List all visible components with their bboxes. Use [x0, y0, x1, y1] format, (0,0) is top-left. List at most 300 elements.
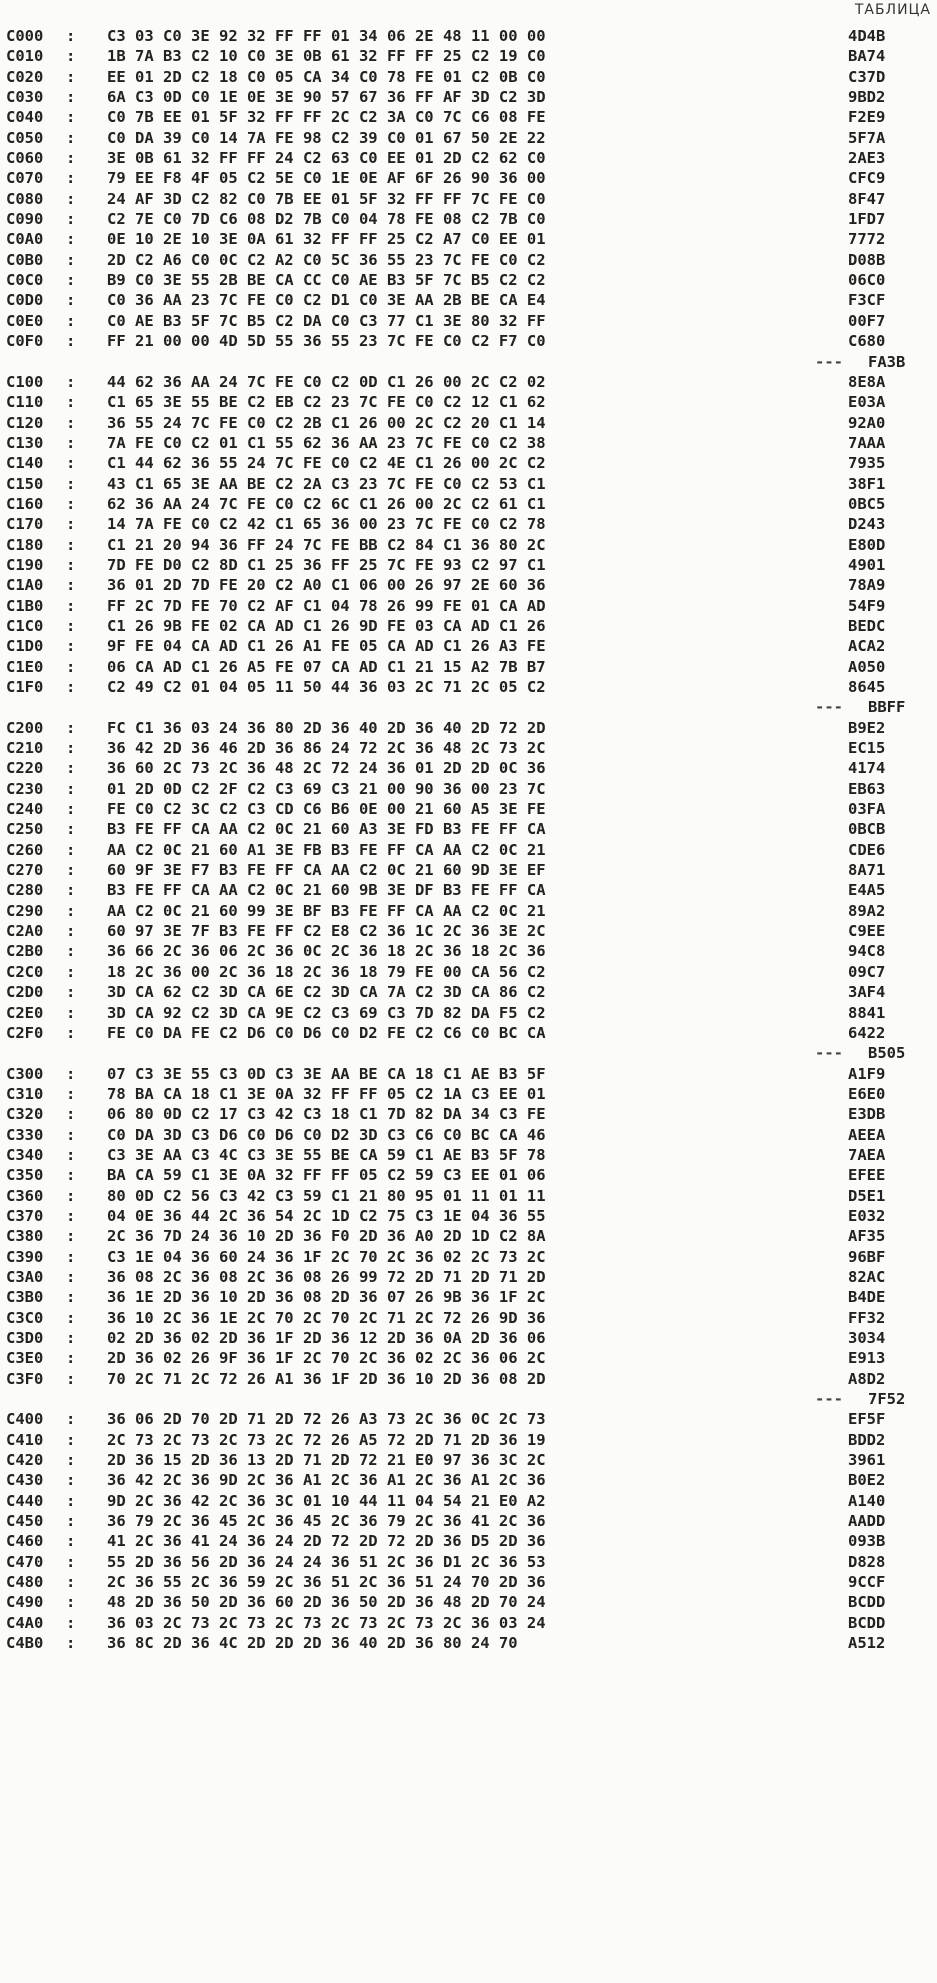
- address-separator: :: [66, 67, 76, 86]
- hex-row: [0, 1450, 937, 1470]
- row-bytes: 2C 36 55 2C 36 59 2C 36 51 2C 36 51 24 70 2D 36: [107, 1573, 546, 1592]
- hex-row: [0, 1206, 937, 1226]
- row-checksum: 06C0: [848, 271, 886, 290]
- row-address: C490: [6, 1593, 44, 1612]
- hex-row: [0, 1511, 937, 1531]
- row-bytes: 36 55 24 7C FE C0 C2 2B C1 26 00 2C C2 20 C1 14: [107, 413, 546, 432]
- address-separator: :: [66, 616, 76, 635]
- row-bytes: 43 C1 65 3E AA BE C2 2A C3 23 7C FE C0 C2 53 C1: [107, 474, 546, 493]
- block-checksum: BBFF: [868, 698, 906, 717]
- row-address: C440: [6, 1491, 44, 1510]
- hex-row: [0, 1064, 937, 1084]
- row-checksum: 03FA: [848, 800, 886, 819]
- address-separator: :: [66, 1593, 76, 1612]
- address-separator: :: [66, 759, 76, 778]
- row-checksum: 96BF: [848, 1247, 886, 1266]
- row-address: C050: [6, 128, 44, 147]
- address-separator: :: [66, 861, 76, 880]
- row-checksum: 8841: [848, 1003, 886, 1022]
- row-checksum: 8E8A: [848, 372, 886, 391]
- row-checksum: ACA2: [848, 637, 886, 656]
- address-separator: :: [66, 637, 76, 656]
- row-address: C0F0: [6, 332, 44, 351]
- row-address: C370: [6, 1206, 44, 1225]
- address-separator: :: [66, 413, 76, 432]
- row-checksum: E4A5: [848, 881, 886, 900]
- row-address: C380: [6, 1227, 44, 1246]
- address-separator: :: [66, 779, 76, 798]
- row-checksum: A140: [848, 1491, 886, 1510]
- row-bytes: 2C 73 2C 73 2C 73 2C 72 26 A5 72 2D 71 2D 36 19: [107, 1430, 546, 1449]
- row-checksum: CDE6: [848, 840, 886, 859]
- address-separator: :: [66, 433, 76, 452]
- row-address: C160: [6, 494, 44, 513]
- row-checksum: AF35: [848, 1227, 886, 1246]
- hex-row: [0, 168, 937, 188]
- row-bytes: 36 66 2C 36 06 2C 36 0C 2C 36 18 2C 36 18 2C 36: [107, 942, 546, 961]
- hex-row: [0, 1084, 937, 1104]
- row-bytes: C0 DA 39 C0 14 7A FE 98 C2 39 C0 01 67 50 2E 22: [107, 128, 546, 147]
- address-separator: :: [66, 1532, 76, 1551]
- row-bytes: FF 2C 7D FE 70 C2 AF C1 04 78 26 99 FE 01 CA AD: [107, 596, 546, 615]
- row-bytes: 3D CA 92 C2 3D CA 9E C2 C3 69 C3 7D 82 DA F5 C2: [107, 1003, 546, 1022]
- row-bytes: 2D 36 15 2D 36 13 2D 71 2D 72 21 E0 97 36 3C 2C: [107, 1451, 546, 1470]
- hex-row: [0, 1633, 937, 1653]
- address-separator: :: [66, 800, 76, 819]
- row-checksum: 7935: [848, 454, 886, 473]
- hex-row: [0, 433, 937, 453]
- row-checksum: 9BD2: [848, 88, 886, 107]
- row-checksum: 3AF4: [848, 983, 886, 1002]
- row-address: C1D0: [6, 637, 44, 656]
- row-bytes: FF 21 00 00 4D 5D 55 36 55 23 7C FE C0 C2 F7 C0: [107, 332, 546, 351]
- hex-row: [0, 1613, 937, 1633]
- row-checksum: 3034: [848, 1329, 886, 1347]
- hex-row: [0, 46, 937, 66]
- row-bytes: C3 03 C0 3E 92 32 FF FF 01 34 06 2E 48 11 00 00: [107, 27, 546, 45]
- row-address: C1F0: [6, 678, 44, 696]
- row-address: C2C0: [6, 962, 44, 981]
- row-checksum: 3961: [848, 1451, 886, 1470]
- hex-row: [0, 250, 937, 270]
- hex-dump-table: [0, 26, 937, 1654]
- row-bytes: FE C0 DA FE C2 D6 C0 D6 C0 D2 FE C2 C6 C0 BC CA: [107, 1023, 546, 1042]
- row-bytes: B9 C0 3E 55 2B BE CA CC C0 AE B3 5F 7C B5 C2 C2: [107, 271, 546, 290]
- row-checksum: D243: [848, 515, 886, 534]
- row-address: C420: [6, 1451, 44, 1470]
- row-checksum: CFC9: [848, 169, 886, 188]
- row-address: C0A0: [6, 230, 44, 249]
- row-address: C390: [6, 1247, 44, 1266]
- row-bytes: C3 1E 04 36 60 24 36 1F 2C 70 2C 36 02 2C 73 2C: [107, 1247, 546, 1266]
- row-checksum: D08B: [848, 250, 886, 269]
- hex-row: [0, 677, 937, 697]
- address-separator: :: [66, 1369, 76, 1388]
- row-checksum: F2E9: [848, 108, 886, 127]
- row-bytes: 80 0D C2 56 C3 42 C3 59 C1 21 80 95 01 11 01 11: [107, 1186, 546, 1205]
- row-checksum: 0BCB: [848, 820, 886, 839]
- row-address: C330: [6, 1125, 44, 1144]
- address-separator: :: [66, 1349, 76, 1368]
- row-bytes: 3E 0B 61 32 FF FF 24 C2 63 C0 EE 01 2D C2 62 C0: [107, 149, 546, 168]
- address-separator: :: [66, 494, 76, 513]
- address-separator: :: [66, 454, 76, 473]
- row-bytes: B3 FE FF CA AA C2 0C 21 60 9B 3E DF B3 FE FF CA: [107, 881, 546, 900]
- address-separator: :: [66, 210, 76, 229]
- address-separator: :: [66, 1247, 76, 1266]
- row-bytes: 36 60 2C 73 2C 36 48 2C 72 24 36 01 2D 2D 0C 36: [107, 759, 546, 778]
- address-separator: :: [66, 1166, 76, 1185]
- row-address: C360: [6, 1186, 44, 1205]
- row-address: C1A0: [6, 576, 44, 595]
- row-address: C030: [6, 88, 44, 107]
- row-address: C090: [6, 210, 44, 229]
- address-separator: :: [66, 1512, 76, 1531]
- row-bytes: 6A C3 0D C0 1E 0E 3E 90 57 67 36 FF AF 3D C2 3D: [107, 88, 546, 107]
- row-bytes: 2D C2 A6 C0 0C C2 A2 C0 5C 36 55 23 7C FE C0 C2: [107, 250, 546, 269]
- row-bytes: 60 9F 3E F7 B3 FE FF CA AA C2 0C 21 60 9D 3E EF: [107, 861, 546, 880]
- row-bytes: 36 03 2C 73 2C 73 2C 73 2C 73 2C 73 2C 36 03 24: [107, 1613, 546, 1632]
- address-separator: :: [66, 128, 76, 147]
- row-address: C190: [6, 555, 44, 574]
- hex-row: [0, 758, 937, 778]
- hex-row: [0, 474, 937, 494]
- row-checksum: AEEA: [848, 1125, 886, 1144]
- row-checksum: 093B: [848, 1532, 886, 1551]
- row-checksum: E03A: [848, 393, 886, 412]
- hex-row: [0, 26, 937, 46]
- hex-row: [0, 494, 937, 514]
- row-checksum: 0BC5: [848, 494, 886, 513]
- row-bytes: C1 21 20 94 36 FF 24 7C FE BB C2 84 C1 36 80 2C: [107, 535, 546, 554]
- row-bytes: C1 26 9B FE 02 CA AD C1 26 9D FE 03 CA AD C1 26: [107, 616, 546, 635]
- row-checksum: A8D2: [848, 1369, 886, 1388]
- row-bytes: 44 62 36 AA 24 7C FE C0 C2 0D C1 26 00 2C C2 02: [107, 372, 546, 391]
- hex-row: [0, 555, 937, 575]
- hex-row: [0, 1409, 937, 1429]
- row-checksum: 82AC: [848, 1267, 886, 1286]
- hex-row: [0, 189, 937, 209]
- row-bytes: 36 79 2C 36 45 2C 36 45 2C 36 79 2C 36 41 2C 36: [107, 1512, 546, 1531]
- hex-row: [0, 1247, 937, 1267]
- row-checksum: AADD: [848, 1512, 886, 1531]
- row-address: C130: [6, 433, 44, 452]
- row-checksum: 4174: [848, 759, 886, 778]
- address-separator: :: [66, 1329, 76, 1347]
- address-separator: :: [66, 47, 76, 66]
- row-address: C150: [6, 474, 44, 493]
- row-bytes: AA C2 0C 21 60 A1 3E FB B3 FE FF CA AA C2 0C 21: [107, 840, 546, 859]
- address-separator: :: [66, 576, 76, 595]
- hex-row: [0, 718, 937, 738]
- row-address: C270: [6, 861, 44, 880]
- row-address: C3B0: [6, 1288, 44, 1307]
- row-address: C310: [6, 1084, 44, 1103]
- row-address: C0C0: [6, 271, 44, 290]
- row-checksum: 7AEA: [848, 1145, 886, 1164]
- hex-row: [0, 575, 937, 595]
- address-separator: :: [66, 230, 76, 249]
- row-checksum: 89A2: [848, 901, 886, 920]
- row-address: C2A0: [6, 922, 44, 941]
- hex-row: [0, 535, 937, 555]
- address-separator: :: [66, 332, 76, 351]
- address-separator: :: [66, 1410, 76, 1429]
- address-separator: :: [66, 1308, 76, 1327]
- row-address: C200: [6, 718, 44, 737]
- address-separator: :: [66, 1206, 76, 1225]
- row-address: C3A0: [6, 1267, 44, 1286]
- row-address: C300: [6, 1064, 44, 1083]
- hex-row: [0, 209, 937, 229]
- hex-row: [0, 636, 937, 656]
- hex-row: [0, 962, 937, 982]
- hex-row: [0, 1531, 937, 1551]
- row-bytes: 36 1E 2D 36 10 2D 36 08 2D 36 07 26 9B 36 1F 2C: [107, 1288, 546, 1307]
- address-separator: :: [66, 108, 76, 127]
- hex-row: [0, 1572, 937, 1592]
- block-checksum-row: [0, 697, 937, 717]
- row-bytes: 14 7A FE C0 C2 42 C1 65 36 00 23 7C FE C0 C2 78: [107, 515, 546, 534]
- row-address: C080: [6, 189, 44, 208]
- hex-row: [0, 1348, 937, 1368]
- row-checksum: E032: [848, 1206, 886, 1225]
- address-separator: :: [66, 840, 76, 859]
- hex-row: [0, 1226, 937, 1246]
- row-address: C2F0: [6, 1023, 44, 1042]
- address-separator: :: [66, 1491, 76, 1510]
- row-bytes: C0 AE B3 5F 7C B5 C2 DA C0 C3 77 C1 3E 80 32 FF: [107, 311, 546, 330]
- row-bytes: 36 8C 2D 36 4C 2D 2D 2D 36 40 2D 36 80 24 70: [107, 1634, 518, 1653]
- row-checksum: FF32: [848, 1308, 886, 1327]
- separator-dashes: ---: [815, 1390, 843, 1409]
- hex-row: [0, 840, 937, 860]
- address-separator: :: [66, 169, 76, 188]
- row-bytes: 06 80 0D C2 17 C3 42 C3 18 C1 7D 82 DA 34 C3 FE: [107, 1105, 546, 1124]
- block-checksum: FA3B: [868, 352, 906, 371]
- address-separator: :: [66, 820, 76, 839]
- row-checksum: E80D: [848, 535, 886, 554]
- row-address: C400: [6, 1410, 44, 1429]
- row-checksum: BDD2: [848, 1430, 886, 1449]
- separator-dashes: ---: [815, 1044, 843, 1063]
- row-checksum: E6E0: [848, 1084, 886, 1103]
- hex-row: [0, 514, 937, 534]
- row-bytes: 36 01 2D 7D FE 20 C2 A0 C1 06 00 26 97 2E 60 36: [107, 576, 546, 595]
- hex-row: [0, 1125, 937, 1145]
- hex-row: [0, 1104, 937, 1124]
- hex-row: [0, 128, 937, 148]
- row-address: C410: [6, 1430, 44, 1449]
- address-separator: :: [66, 1471, 76, 1490]
- hex-row: [0, 229, 937, 249]
- row-address: C290: [6, 901, 44, 920]
- row-address: C350: [6, 1166, 44, 1185]
- row-bytes: 78 BA CA 18 C1 3E 0A 32 FF FF 05 C2 1A C3 EE 01: [107, 1084, 546, 1103]
- row-bytes: C2 7E C0 7D C6 08 D2 7B C0 04 78 FE 08 C2 7B C0: [107, 210, 546, 229]
- address-separator: :: [66, 1125, 76, 1144]
- address-separator: :: [66, 596, 76, 615]
- table-title: ТАБЛИЦА: [854, 2, 931, 18]
- address-separator: :: [66, 1105, 76, 1124]
- row-bytes: EE 01 2D C2 18 C0 05 CA 34 C0 78 FE 01 C2 0B C0: [107, 67, 546, 86]
- row-address: C210: [6, 739, 44, 758]
- address-separator: :: [66, 88, 76, 107]
- row-bytes: BA CA 59 C1 3E 0A 32 FF FF 05 C2 59 C3 EE 01 06: [107, 1166, 546, 1185]
- address-separator: :: [66, 1613, 76, 1632]
- hex-row: [0, 1491, 937, 1511]
- hex-row: [0, 1023, 937, 1043]
- hex-row: [0, 1267, 937, 1287]
- row-checksum: E913: [848, 1349, 886, 1368]
- hex-row: [0, 1369, 937, 1389]
- hex-row: [0, 1328, 937, 1348]
- address-separator: :: [66, 372, 76, 391]
- row-address: C110: [6, 393, 44, 412]
- row-address: C4A0: [6, 1613, 44, 1632]
- address-separator: :: [66, 1084, 76, 1103]
- address-separator: :: [66, 291, 76, 310]
- hex-row: [0, 880, 937, 900]
- block-checksum: 7F52: [868, 1390, 906, 1409]
- row-address: C1C0: [6, 616, 44, 635]
- row-checksum: 54F9: [848, 596, 886, 615]
- address-separator: :: [66, 1573, 76, 1592]
- address-separator: :: [66, 1288, 76, 1307]
- address-separator: :: [66, 393, 76, 412]
- row-bytes: 7A FE C0 C2 01 C1 55 62 36 AA 23 7C FE C0 C2 38: [107, 433, 546, 452]
- row-bytes: 02 2D 36 02 2D 36 1F 2D 36 12 2D 36 0A 2D 36 06: [107, 1329, 546, 1347]
- address-separator: :: [66, 901, 76, 920]
- hex-row: [0, 311, 937, 331]
- row-checksum: 1FD7: [848, 210, 886, 229]
- row-bytes: FC C1 36 03 24 36 80 2D 36 40 2D 36 40 2D 72 2D: [107, 718, 546, 737]
- row-checksum: BA74: [848, 47, 886, 66]
- address-separator: :: [66, 1145, 76, 1164]
- row-address: C2E0: [6, 1003, 44, 1022]
- row-checksum: 5F7A: [848, 128, 886, 147]
- row-bytes: 18 2C 36 00 2C 36 18 2C 36 18 79 FE 00 CA 56 C2: [107, 962, 546, 981]
- row-bytes: 2D 36 02 26 9F 36 1F 2C 70 2C 36 02 2C 36 06 2C: [107, 1349, 546, 1368]
- row-bytes: 1B 7A B3 C2 10 C0 3E 0B 61 32 FF FF 25 C2 19 C0: [107, 47, 546, 66]
- row-checksum: 38F1: [848, 474, 886, 493]
- hex-row: [0, 107, 937, 127]
- row-address: C2B0: [6, 942, 44, 961]
- row-checksum: EF5F: [848, 1410, 886, 1429]
- row-checksum: D5E1: [848, 1186, 886, 1205]
- row-checksum: BCDD: [848, 1593, 886, 1612]
- row-checksum: 00F7: [848, 311, 886, 330]
- address-separator: :: [66, 1003, 76, 1022]
- row-checksum: F3CF: [848, 291, 886, 310]
- row-checksum: 9CCF: [848, 1573, 886, 1592]
- row-address: C220: [6, 759, 44, 778]
- hex-row: [0, 372, 937, 392]
- row-bytes: C3 3E AA C3 4C C3 3E 55 BE CA 59 C1 AE B3 5F 78: [107, 1145, 546, 1164]
- row-address: C020: [6, 67, 44, 86]
- row-checksum: EC15: [848, 739, 886, 758]
- row-checksum: 4D4B: [848, 27, 886, 45]
- row-address: C340: [6, 1145, 44, 1164]
- address-separator: :: [66, 1267, 76, 1286]
- row-checksum: 94C8: [848, 942, 886, 961]
- row-bytes: 0E 10 2E 10 3E 0A 61 32 FF FF 25 C2 A7 C0 EE 01: [107, 230, 546, 249]
- row-checksum: BCDD: [848, 1613, 886, 1632]
- hex-row: [0, 982, 937, 1002]
- block-checksum-row: [0, 352, 937, 372]
- hex-row: [0, 1145, 937, 1165]
- row-bytes: 60 97 3E 7F B3 FE FF C2 E8 C2 36 1C 2C 36 3E 2C: [107, 922, 546, 941]
- address-separator: :: [66, 271, 76, 290]
- row-checksum: C680: [848, 332, 886, 351]
- row-bytes: FE C0 C2 3C C2 C3 CD C6 B6 0E 00 21 60 A5 3E FE: [107, 800, 546, 819]
- row-bytes: 55 2D 36 56 2D 36 24 24 36 51 2C 36 D1 2C 36 53: [107, 1552, 546, 1571]
- row-bytes: 36 10 2C 36 1E 2C 70 2C 70 2C 71 2C 72 26 9D 36: [107, 1308, 546, 1327]
- row-bytes: 36 42 2D 36 46 2D 36 86 24 72 2C 36 48 2C 73 2C: [107, 739, 546, 758]
- row-checksum: B9E2: [848, 718, 886, 737]
- hex-row: [0, 453, 937, 473]
- row-bytes: C2 49 C2 01 04 05 11 50 44 36 03 2C 71 2C 05 C2: [107, 678, 546, 696]
- row-bytes: AA C2 0C 21 60 99 3E BF B3 FE FF CA AA C2 0C 21: [107, 901, 546, 920]
- hex-row: [0, 860, 937, 880]
- hex-row: [0, 270, 937, 290]
- separator-dashes: ---: [815, 352, 843, 371]
- address-separator: :: [66, 962, 76, 981]
- block-checksum-row: [0, 1389, 937, 1409]
- row-address: C170: [6, 515, 44, 534]
- hex-row: [0, 148, 937, 168]
- row-checksum: 8F47: [848, 189, 886, 208]
- row-checksum: A512: [848, 1634, 886, 1653]
- hex-row: [0, 1186, 937, 1206]
- row-bytes: 01 2D 0D C2 2F C2 C3 69 C3 21 00 90 36 00 23 7C: [107, 779, 546, 798]
- row-checksum: C9EE: [848, 922, 886, 941]
- row-checksum: 92A0: [848, 413, 886, 432]
- hex-row: [0, 941, 937, 961]
- row-bytes: 36 08 2C 36 08 2C 36 08 26 99 72 2D 71 2D 71 2D: [107, 1267, 546, 1286]
- address-separator: :: [66, 942, 76, 961]
- row-bytes: C1 44 62 36 55 24 7C FE C0 C2 4E C1 26 00 2C C2: [107, 454, 546, 473]
- row-checksum: C37D: [848, 67, 886, 86]
- address-separator: :: [66, 515, 76, 534]
- block-checksum-row: [0, 1043, 937, 1063]
- row-checksum: 7772: [848, 230, 886, 249]
- row-checksum: 09C7: [848, 962, 886, 981]
- row-checksum: B4DE: [848, 1288, 886, 1307]
- hex-row: [0, 87, 937, 107]
- address-separator: :: [66, 922, 76, 941]
- row-address: C120: [6, 413, 44, 432]
- row-bytes: 9D 2C 36 42 2C 36 3C 01 10 44 11 04 54 21 E0 A2: [107, 1491, 546, 1510]
- row-address: C230: [6, 779, 44, 798]
- row-bytes: C0 36 AA 23 7C FE C0 C2 D1 C0 3E AA 2B BE CA E4: [107, 291, 546, 310]
- row-address: C070: [6, 169, 44, 188]
- row-address: C000: [6, 27, 44, 45]
- row-checksum: BEDC: [848, 616, 886, 635]
- row-checksum: 6422: [848, 1023, 886, 1042]
- hex-row: [0, 1470, 937, 1490]
- row-checksum: A1F9: [848, 1064, 886, 1083]
- row-address: C470: [6, 1552, 44, 1571]
- row-address: C1E0: [6, 657, 44, 676]
- address-separator: :: [66, 1064, 76, 1083]
- row-address: C450: [6, 1512, 44, 1531]
- address-separator: :: [66, 1552, 76, 1571]
- row-address: C140: [6, 454, 44, 473]
- address-separator: :: [66, 1451, 76, 1470]
- row-bytes: 62 36 AA 24 7C FE C0 C2 6C C1 26 00 2C C2 61 C1: [107, 494, 546, 513]
- row-bytes: 36 42 2C 36 9D 2C 36 A1 2C 36 A1 2C 36 A1 2C 36: [107, 1471, 546, 1490]
